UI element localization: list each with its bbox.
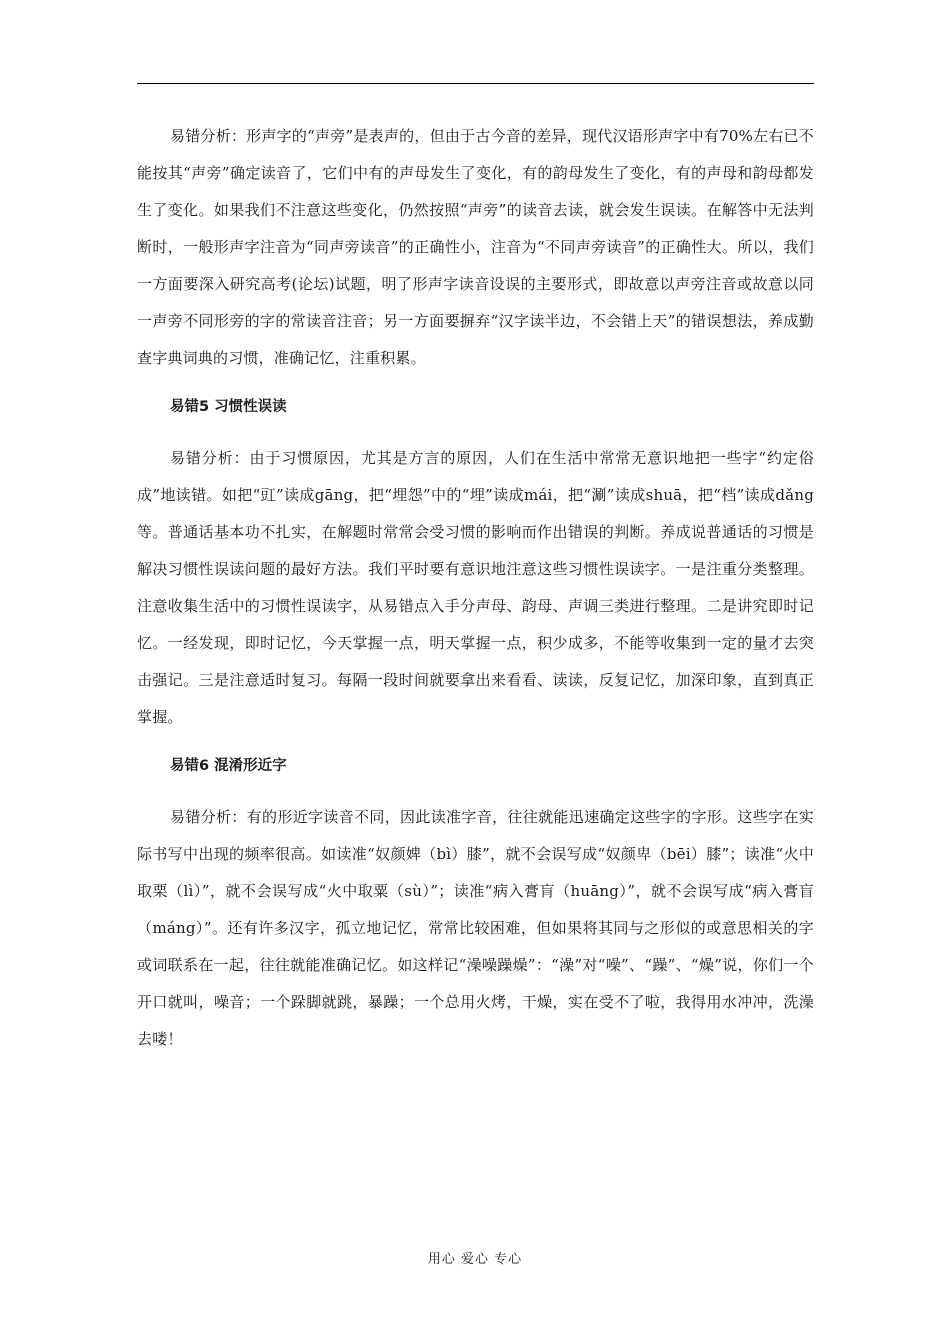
section6-heading: 易错6 混淆形近字 (170, 758, 287, 774)
document-body (137, 118, 814, 1058)
header-rule (137, 83, 814, 84)
section5-heading: 易错5 习惯性误读 (170, 399, 287, 415)
page-footer: 用心 爱心 专心 (427, 1252, 523, 1267)
section6-analysis-paragraph: 易错分析：有的形近字读音不同，因此读准字音，往往就能迅速确定这些字的字形。这些字在实际书写中出现的频率很高。如读准“奴颜婢（bì）膝”，就不会误写成“奴颜卑（bēi）膝”；读准“火中取栗（lì）”，就不会误写成“火中取粟（sù）”；读准“病入膏肓（huāng）”，就不会误写成“病入膏盲（máng）”。还有许多汉字，孤立地记忆，常常比较困难，但如果将其同与之形似的或意思相关的字或词联系在一起，往往就能准确记忆。如这样记“澡噪躁燥”：“澡”对“噪”、“躁”、“燥”说，你们一个开口就叫，噪音；一个跺脚就跳，暴躁；一个总用火烤，干燥，实在受不了啦，我得用水冲冲，洗澡去喽！ (137, 808, 814, 1048)
section5-analysis-paragraph: 易错分析：由于习惯原因，尤其是方言的原因，人们在生活中常常无意识地把一些字“约定俗成”地读错。如把“豇”读成gāng，把“埋怨”中的“埋”读成mái，把“涮”读成shuā，把“档”读成dǎng等。普通话基本功不扎实，在解题时常常会受习惯的影响而作出错误的判断。养成说普通话的习惯是解决习惯性误读问题的最好方法。我们平时要有意识地注意这些习惯性误读字。一是注重分类整理。注意收集生活中的习惯性误读字，从易错点入手分声母、韵母、声调三类进行整理。二是讲究即时记忆。一经发现，即时记忆，今天掌握一点，明天掌握一点，积少成多，不能等收集到一定的量才去突击强记。三是注意适时复习。每隔一段时间就要拿出来看看、读读，反复记忆，加深印象，直到真正掌握。 (137, 449, 814, 726)
section4-analysis-paragraph: 易错分析：形声字的“声旁”是表声的，但由于古今音的差异，现代汉语形声字中有70%左右已不能按其“声旁”确定读音了，它们中有的声母发生了变化，有的韵母发生了变化，有的声母和韵母都发生了变化。如果我们不注意这些变化，仍然按照“声旁”的读音去读，就会发生误读。在解答中无法判断时，一般形声字注音为“同声旁读音”的正确性小，注音为“不同声旁读音”的正确性大。所以，我们一方面要深入研究高考(论坛)试题，明了形声字读音设误的主要形式，即故意以声旁注音或故意以同一声旁不同形旁的字的常读音注音；另一方面要摒弃“汉字读半边，不会错上天”的错误想法，养成勤查字典词典的习惯，准确记忆，注重积累。 (137, 127, 814, 367)
